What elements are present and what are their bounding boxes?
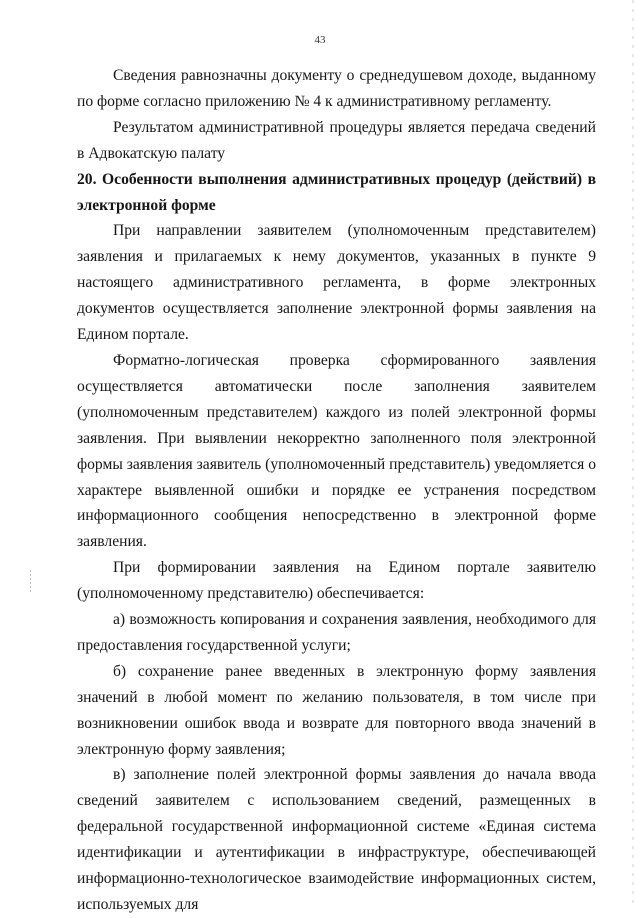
list-item-a: а) возможность копирования и сохранения заявления, необходимого для предоставления государственной услуги; <box>77 611 596 654</box>
list-item-c: в) заполнение полей электронной формы заявления до начала ввода сведений заявителем с использованием сведений, размещенных в федеральной государственной информационной системе «Единая система идентификации и аутентификации в инфраструктуре, обеспечивающей информационно-технологическое взаимодействие информационных систем, используемых для <box>77 766 596 913</box>
section-heading-20: 20. Особенности выполнения административных процедур (действий) в электронной форме <box>77 170 596 214</box>
scan-edge-artifact <box>632 0 634 905</box>
page-number: 43 <box>314 34 326 46</box>
paragraph-procedure-result: Результатом административной процедуры является передача сведений в Адвокатскую палату <box>77 118 596 162</box>
document-body <box>77 63 596 918</box>
list-item-b: б) сохранение ранее введенных в электронную форму заявления значений в любой момент по желанию пользователя, в том числе при возникновении ошибок ввода и возврате для повторного ввода значений в электронную форму заявления; <box>77 662 596 758</box>
paragraph-electronic-submission: При направлении заявителем (уполномоченным представителем) заявления и прилагаемых к нему документов, указанных в пункте 9 настоящего административного регламента, в форме электронных документов осуществляется заполнение электронной формы заявления на Едином портале. <box>77 222 596 344</box>
paragraph-format-check: Форматно-логическая проверка сформированного заявления осуществляется автоматически после заполнения заявителем (уполномоченным представителем) каждого из полей электронной формы заявления. При выявлении некорректно заполненного поля электронной формы заявления заявитель (уполномоченный представитель) уведомляется о характере выявленной ошибки и порядке ее устранения посредством информационного сообщения непосредственно в электронной форме заявления. <box>77 351 596 551</box>
paragraph-portal-provisions: При формировании заявления на Едином портале заявителю (уполномоченному представителю) обеспечивается: <box>77 559 596 603</box>
scan-mark-artifact <box>30 570 31 592</box>
paragraph-income-info: Сведения равнозначны документу о среднедушевом доходе, выданному по форме согласно приложению № 4 к административному регламенту. <box>77 67 596 110</box>
